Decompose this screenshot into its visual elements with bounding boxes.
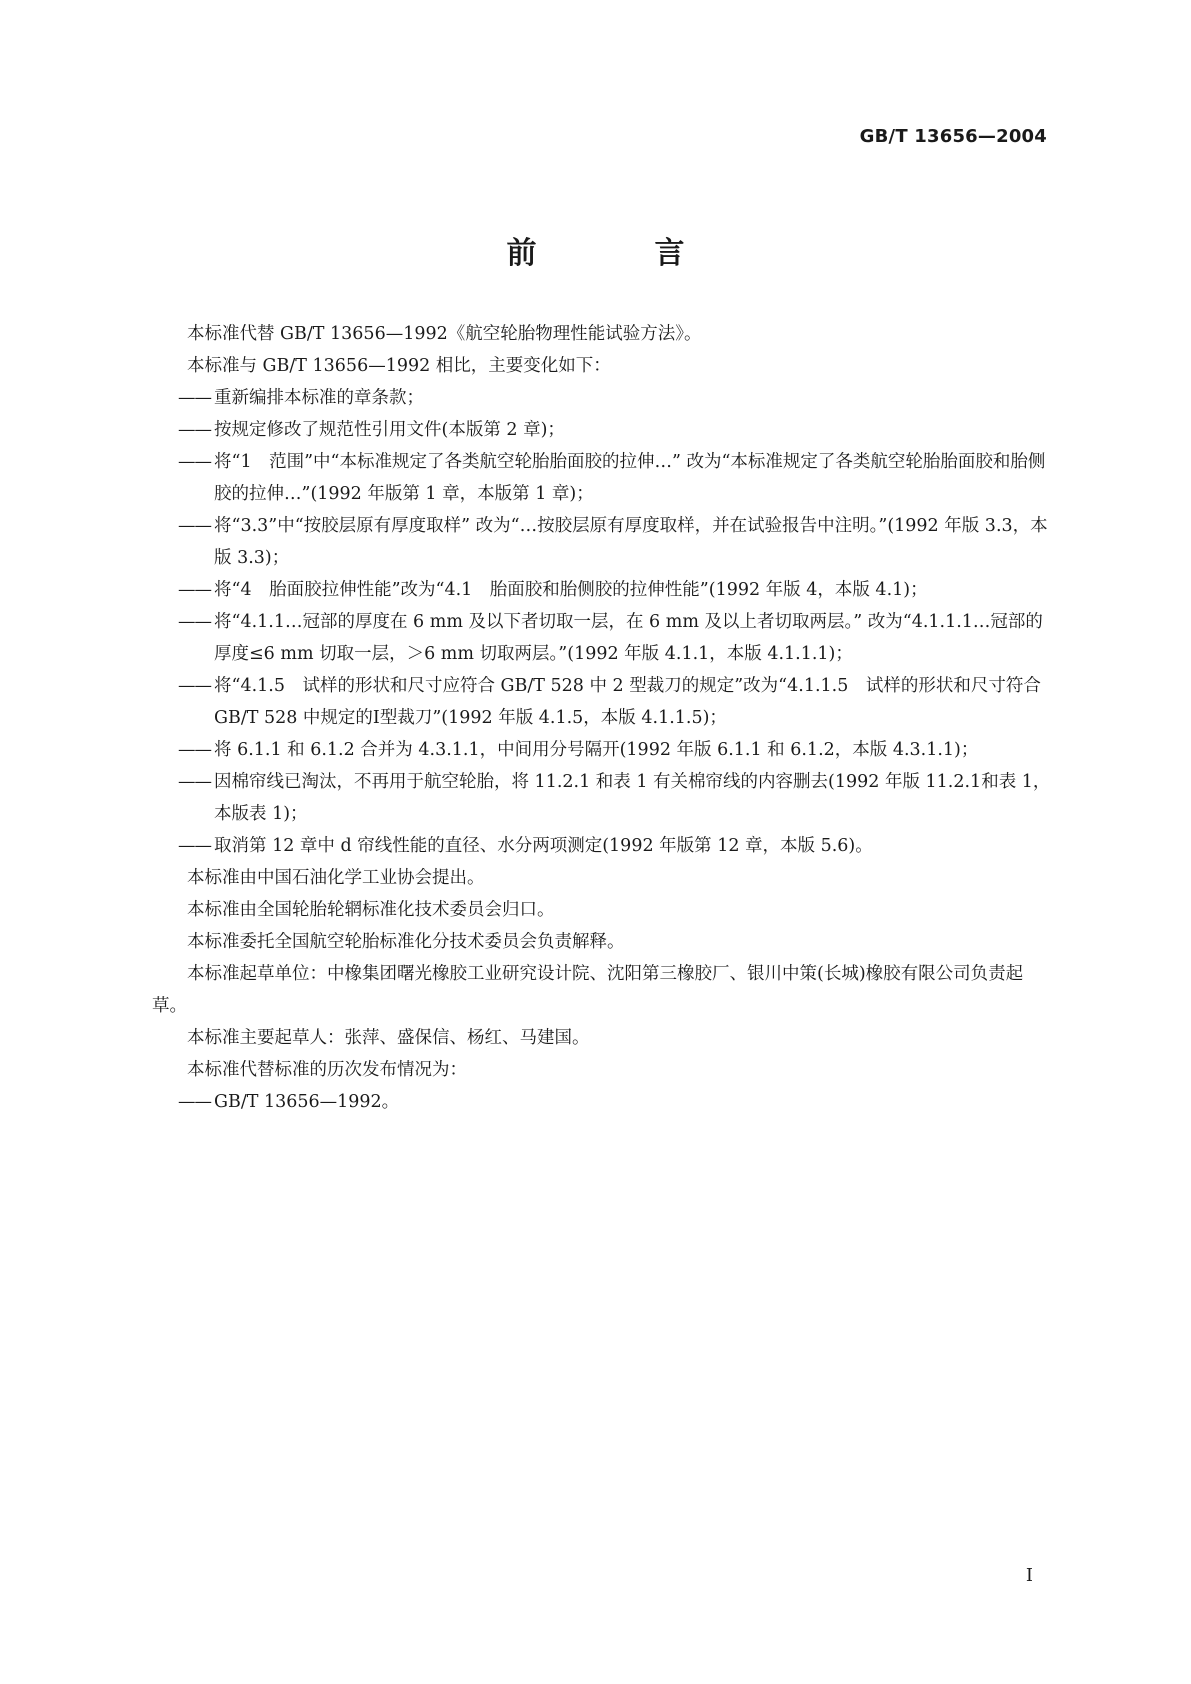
list-item [152, 766, 1052, 830]
dash-marker: —— [178, 740, 211, 760]
list-item-text: 按规定修改了规范性引用文件(本版第 2 章)； [214, 420, 565, 440]
paragraph-drafting-units: 本标准起草单位：中橡集团曙光橡胶工业研究设计院、沈阳第三橡胶厂、银川中策(长城)橡胶有限公司负责起草。 [152, 964, 1024, 1016]
list-item-text: GB/T 13656—1992。 [214, 1092, 400, 1112]
paragraph-changes-intro: 本标准与 GB/T 13656—1992 相比，主要变化如下： [187, 356, 611, 376]
dash-marker: —— [178, 1092, 211, 1112]
list-item-text: 取消第 12 章中 d 帘线性能的直径、水分两项测定(1992 年版第 12 章，本版 5.6)。 [214, 836, 873, 856]
list-item-text: 将“4 胎面胶拉伸性能”改为“4.1 胎面胶和胎侧胶的拉伸性能”(1992 年版 4，本版 4.1)； [214, 580, 928, 600]
paragraph-drafters: 本标准主要起草人：张萍、盛保信、杨红、马建国。 [187, 1028, 590, 1048]
standard-number: GB/T 13656—2004 [859, 126, 1047, 147]
paragraph-proposer: 本标准由中国石油化学工业协会提出。 [187, 868, 485, 888]
page-title: 前 言 [506, 236, 729, 271]
paragraph-centralized: 本标准由全国轮胎轮辋标准化技术委员会归口。 [187, 900, 555, 920]
list-item-text: 重新编排本标准的章条款； [214, 388, 424, 408]
dash-marker: —— [178, 676, 211, 696]
list-item-text: 将“4.1.1…冠部的厚度在 6 mm 及以下者切取一层，在 6 mm 及以上者切取两层。” 改为“4.1.1.1…冠部的厚度≤6 mm 切取一层，＞6 mm 切取两层。”(1992 年版 4.1.1，本版 4.1.1.1)； [214, 612, 1043, 664]
dash-marker: —— [178, 836, 211, 856]
list-item [152, 510, 1052, 574]
list-item [152, 414, 1052, 446]
dash-marker: —— [178, 388, 211, 408]
list-item [152, 1086, 1052, 1118]
dash-marker: —— [178, 516, 211, 536]
list-item [152, 382, 1052, 414]
list-item-text: 将“1 范围”中“本标准规定了各类航空轮胎胎面胶的拉伸…” 改为“本标准规定了各类航空轮胎胎面胶和胎侧胶的拉伸…”(1992 年版第 1 章，本版第 1 章)； [214, 452, 1046, 504]
list-item [152, 574, 1052, 606]
list-item [152, 830, 1052, 862]
paragraph-history-intro: 本标准代替标准的历次发布情况为： [187, 1060, 467, 1080]
list-item [152, 670, 1052, 734]
paragraph-interpretation: 本标准委托全国航空轮胎标准化分技术委员会负责解释。 [187, 932, 625, 952]
dash-marker: —— [178, 612, 211, 632]
list-item [152, 734, 1052, 766]
dash-marker: —— [178, 580, 211, 600]
dash-marker: —— [178, 772, 211, 792]
list-item [152, 606, 1052, 670]
list-item [152, 446, 1052, 510]
foreword-body [152, 318, 1052, 1118]
dash-marker: —— [178, 420, 211, 440]
list-item-text: 将“3.3”中“按胶层原有厚度取样” 改为“…按胶层原有厚度取样，并在试验报告中注明。”(1992 年版 3.3，本版 3.3)； [214, 516, 1048, 568]
list-item-text: 将 6.1.1 和 6.1.2 合并为 4.3.1.1，中间用分号隔开(1992 年版 6.1.1 和 6.1.2，本版 4.3.1.1)； [214, 740, 979, 760]
page-number: Ⅰ [1025, 1565, 1033, 1586]
dash-marker: —— [178, 452, 211, 472]
paragraph-replaces: 本标准代替 GB/T 13656—1992《航空轮胎物理性能试验方法》。 [187, 324, 702, 344]
list-item-text: 因棉帘线已淘汰，不再用于航空轮胎，将 11.2.1 和表 1 有关棉帘线的内容删去(1992 年版 11.2.1和表 1，本版表 1)； [214, 772, 1051, 824]
list-item-text: 将“4.1.5 试样的形状和尺寸应符合 GB/T 528 中 2 型裁刀的规定”改为“4.1.1.5 试样的形状和尺寸符合 GB/T 528 中规定的Ⅰ型裁刀”(1992 年版 4.1.5，本版 4.1.1.5)； [214, 676, 1041, 728]
